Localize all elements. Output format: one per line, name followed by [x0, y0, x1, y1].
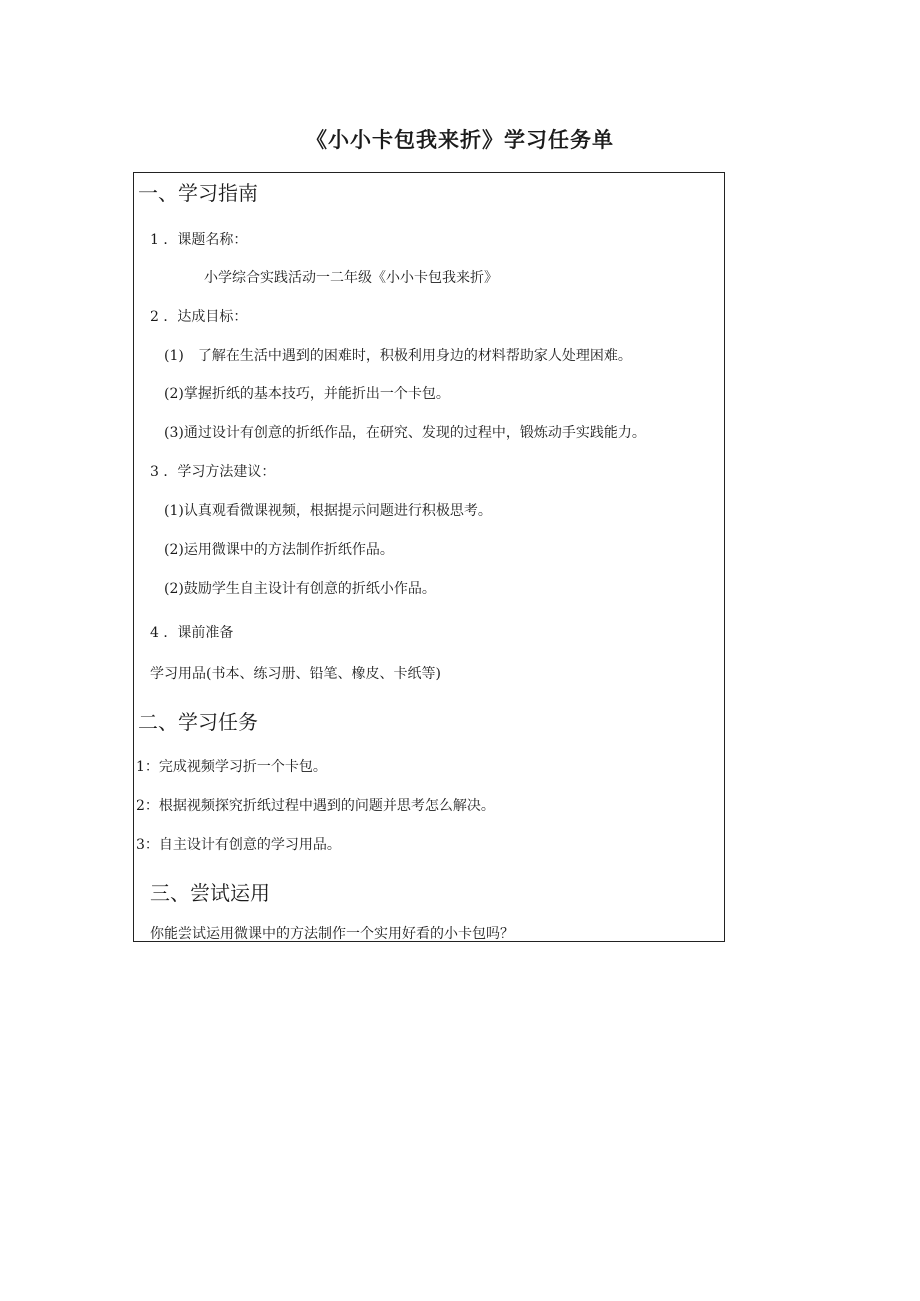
apply-question: 你能尝试运用微课中的方法制作一个实用好看的小卡包吗？: [150, 926, 514, 942]
task-item: 2：根据视频探究折纸过程中遇到的问题并思考怎么解决。: [136, 798, 495, 814]
section-apply-heading: 三、尝试运用: [150, 881, 270, 905]
goal-item: (1) 了解在生活中遇到的困难时，积极利用身边的材料帮助家人处理困难。: [164, 348, 632, 364]
task-item: 3：自主设计有创意的学习用品。: [136, 837, 341, 853]
topic-content: 小学综合实践活动一二年级《小小卡包我来折》: [204, 270, 498, 286]
section-tasks-heading: 二、学习任务: [138, 710, 258, 734]
method-item: (2)运用微课中的方法制作折纸作品。: [164, 542, 394, 558]
goal-item: (2)掌握折纸的基本技巧，并能折出一个卡包。: [164, 386, 450, 402]
task-sheet-box: [133, 172, 725, 942]
method-item: (2)鼓励学生自主设计有创意的折纸小作品。: [164, 581, 436, 597]
method-item: (1)认真观看微课视频，根据提示问题进行积极思考。: [164, 503, 492, 519]
preparation-content: 学习用品(书本、练习册、铅笔、橡皮、卡纸等): [150, 666, 441, 682]
methods-label: 3 ．学习方法建议：: [150, 464, 276, 480]
topic-label: 1 ．课题名称：: [150, 232, 248, 248]
goal-item: (3)通过设计有创意的折纸作品，在研究、发现的过程中，锻炼动手实践能力。: [164, 425, 646, 441]
goals-label: 2 ．达成目标：: [150, 309, 248, 325]
page-title: 《小小卡包我来折》学习任务单: [306, 128, 614, 152]
preparation-label: 4 ．课前准备: [150, 625, 234, 641]
section-guide-heading: 一、学习指南: [138, 181, 258, 205]
task-item: 1：完成视频学习折一个卡包。: [136, 759, 327, 775]
